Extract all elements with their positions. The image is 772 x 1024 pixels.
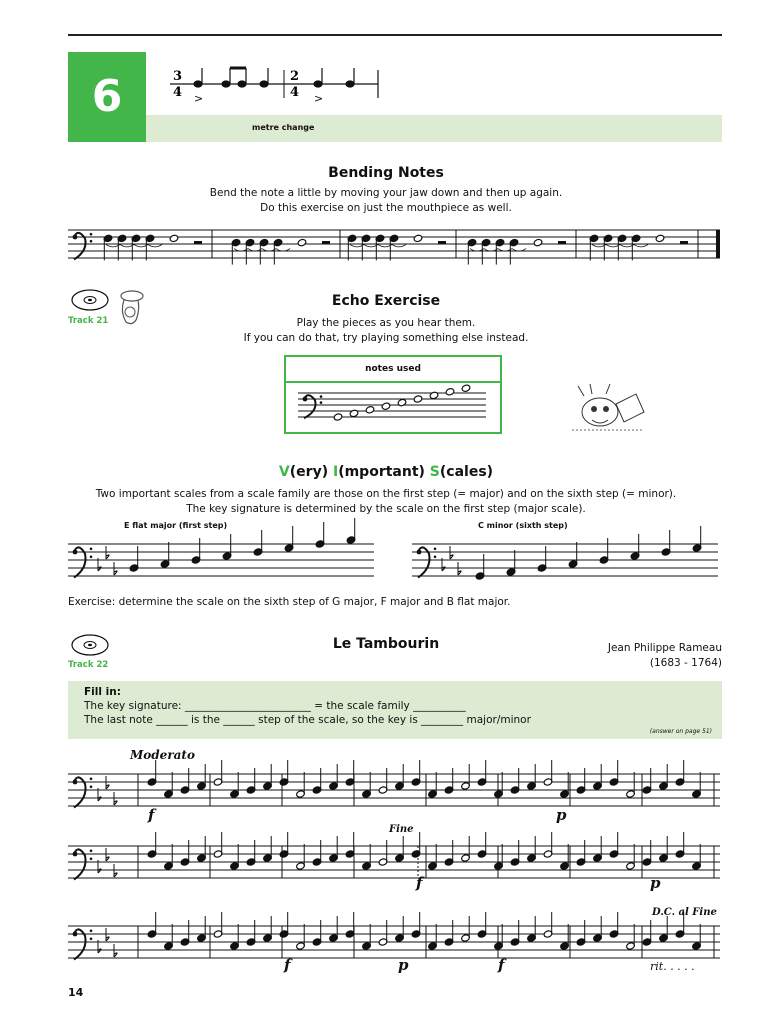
bass-clef-dot xyxy=(90,240,93,243)
note-head xyxy=(169,234,179,242)
fill-line2: The last note ______ is the ______ step of the scale, so the key is ________ major/minor xyxy=(84,714,531,726)
dyn-f-1: f xyxy=(148,806,155,824)
note-head xyxy=(333,413,343,421)
bass-clef-dot xyxy=(73,550,78,555)
svg-text:>: > xyxy=(314,92,324,105)
bass-clef-dot xyxy=(73,780,78,785)
tempo-marking: Moderato xyxy=(130,748,195,762)
bending-staff xyxy=(68,224,722,268)
lesson-number: 6 xyxy=(68,52,146,142)
fill-in-box xyxy=(68,681,722,739)
vis-line2: The key signature is determined by the scale on the first step (major scale). xyxy=(186,503,586,515)
vis-exercise: Exercise: determine the scale on the sixth step of G major, F major and B flat major. xyxy=(68,596,511,608)
sig1-bottom: 4 xyxy=(173,85,183,100)
echo-line2: If you can do that, try playing something else instead. xyxy=(243,332,529,344)
dyn-p-2: p xyxy=(650,874,661,892)
vis-v: V xyxy=(278,464,290,480)
rest xyxy=(438,241,446,244)
bending-desc xyxy=(0,186,772,216)
bending-line1: Bend the note a little by moving your jaw down and then up again. xyxy=(209,187,563,199)
note-head xyxy=(381,402,391,410)
track-21-label: Track 21 xyxy=(68,316,109,326)
tambourin-line-2 xyxy=(68,832,722,892)
note-head xyxy=(413,395,423,403)
cminor-label: C minor (sixth step) xyxy=(478,521,568,530)
bass-clef-dot xyxy=(90,850,93,853)
sig1-top: 3 xyxy=(173,69,183,84)
sig2-bottom: 4 xyxy=(290,85,300,100)
bending-title: Bending Notes xyxy=(328,165,444,181)
metre-change-label: metre change xyxy=(252,123,315,132)
vis-line1: Two important scales from a scale family are those on the first step (= major) and on the sixth step (= minor). xyxy=(95,488,677,500)
bass-clef-dot xyxy=(320,401,323,404)
note-head xyxy=(461,384,471,392)
note-head xyxy=(297,238,307,246)
notes-used-label: notes used xyxy=(286,357,500,383)
page-number: 14 xyxy=(68,986,84,999)
vis-mportant: (mportant) xyxy=(338,464,430,480)
note-head xyxy=(445,388,455,396)
bass-clef-dot xyxy=(417,550,422,555)
note-head xyxy=(413,234,423,242)
note-head xyxy=(365,406,375,414)
dyn-f-3: f xyxy=(284,956,291,974)
bending-line2: Do this exercise on just the mouthpiece as well. xyxy=(260,202,512,214)
fill-line1: The key signature: ________________________ = the scale family __________ xyxy=(84,700,466,712)
composer-name: Jean Philippe Rameau xyxy=(607,642,722,654)
track-22-label: Track 22 xyxy=(68,660,109,670)
rest xyxy=(322,241,330,244)
bass-clef-dot xyxy=(73,235,78,240)
answer-note: (answer on page 51) xyxy=(649,728,712,735)
rest xyxy=(558,241,566,244)
echo-desc xyxy=(0,316,772,346)
bass-clef-dot xyxy=(303,397,308,402)
metre-rhythm xyxy=(160,60,390,110)
bend-arc xyxy=(392,244,406,247)
tambourin-line-3 xyxy=(68,912,722,972)
bass-clef-dot xyxy=(90,233,93,236)
bass-clef-dot xyxy=(73,852,78,857)
dyn-f-4: f xyxy=(498,956,505,974)
bass-clef-dot xyxy=(320,395,323,398)
fine-marking: Fine xyxy=(389,824,414,835)
final-bar xyxy=(716,230,720,258)
metre-band xyxy=(146,115,722,142)
bass-clef-dot xyxy=(90,548,93,551)
rit-marking: rit. . . . . xyxy=(650,960,695,973)
c-minor-staff xyxy=(412,518,722,590)
composer xyxy=(560,641,722,671)
bass-clef-dot xyxy=(90,930,93,933)
rest xyxy=(680,241,688,244)
rest xyxy=(194,241,202,244)
dyn-p-1: p xyxy=(556,806,567,824)
note-head xyxy=(349,409,359,417)
bass-clef-dot xyxy=(90,938,93,941)
dc-al-fine: D.C. al Fine xyxy=(652,907,717,918)
bass-clef-dot xyxy=(90,778,93,781)
vis-ery: (ery) xyxy=(289,464,333,480)
vis-cales: (cales) xyxy=(439,464,494,480)
cartoon-illustration xyxy=(566,382,650,438)
vis-desc xyxy=(0,487,772,517)
tambourin-title: Le Tambourin xyxy=(332,636,440,652)
tambourin-line-1 xyxy=(68,760,722,820)
vis-title xyxy=(0,464,772,480)
notes-used-staff xyxy=(298,383,488,429)
notes-used-box xyxy=(284,355,502,434)
vis-s: S xyxy=(429,464,440,480)
sig2-top: 2 xyxy=(290,69,300,84)
bass-clef-dot xyxy=(90,858,93,861)
top-rule xyxy=(68,34,722,36)
bend-arc xyxy=(148,244,162,247)
svg-text:>: > xyxy=(194,92,204,105)
note-head xyxy=(655,234,665,242)
echo-title: Echo Exercise xyxy=(331,293,441,309)
note-head xyxy=(429,391,439,399)
echo-line1: Play the pieces as you hear them. xyxy=(296,317,476,329)
eflat-major-staff xyxy=(68,530,378,590)
vis-i: I xyxy=(332,464,339,480)
bass-clef-dot xyxy=(73,932,78,937)
bass-clef-dot xyxy=(434,548,437,551)
bass-clef-dot xyxy=(90,556,93,559)
note-head xyxy=(397,398,407,406)
bend-arc xyxy=(634,244,648,247)
composer-years: (1683 - 1764) xyxy=(649,657,722,669)
bass-clef-dot xyxy=(434,556,437,559)
eflat-label: E flat major (first step) xyxy=(124,521,228,530)
note-head xyxy=(533,238,543,246)
dyn-f-2: f xyxy=(416,874,423,892)
bass-clef-dot xyxy=(90,786,93,789)
fill-title: Fill in: xyxy=(84,686,121,698)
dyn-p-3: p xyxy=(398,956,409,974)
